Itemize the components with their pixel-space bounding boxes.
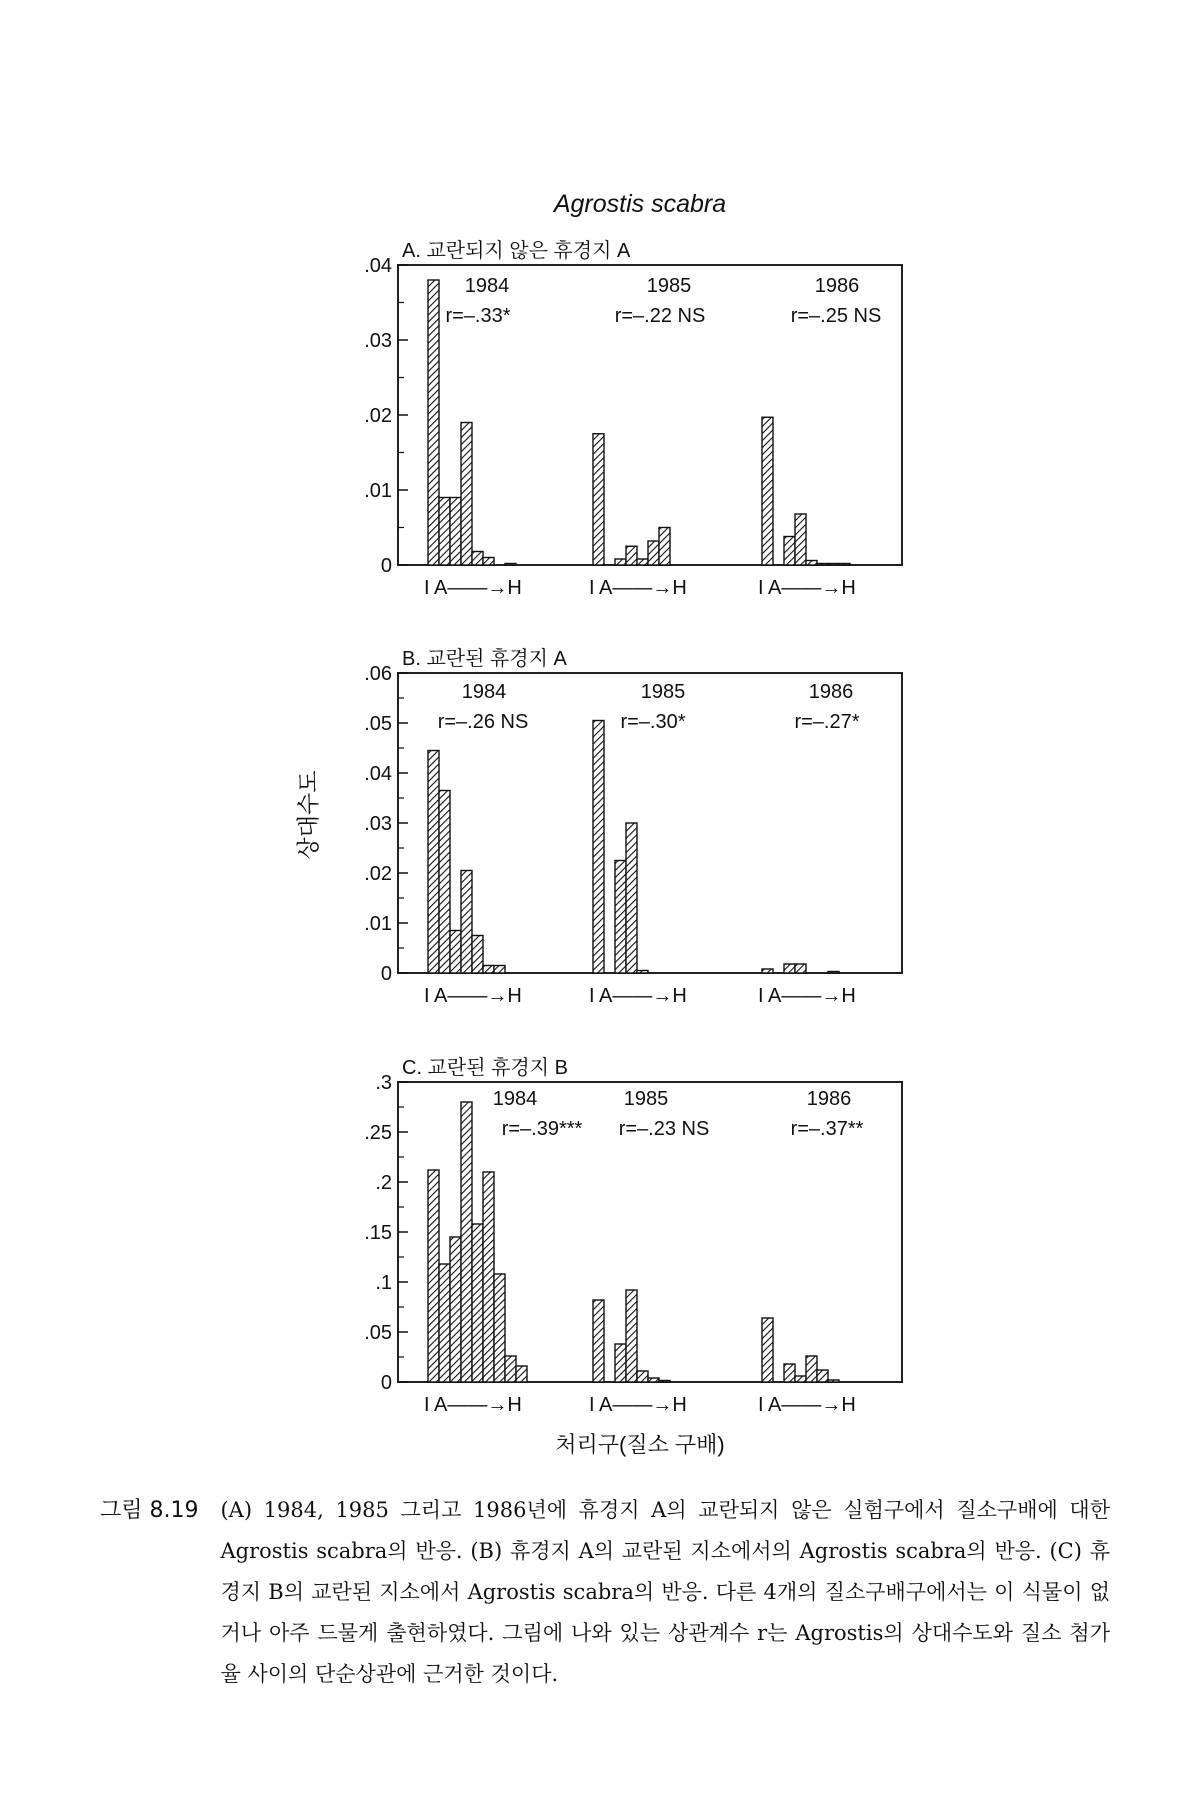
group-r-value: r=–.23 NS xyxy=(618,1118,710,1140)
bar xyxy=(615,861,626,974)
y-tick-label: .03 xyxy=(364,813,392,835)
group-r-value: r=–.27* xyxy=(794,711,860,733)
bar xyxy=(483,1172,494,1382)
x-tick-label: I A——→H xyxy=(424,577,522,599)
x-axis-label: 처리구(질소 구배) xyxy=(555,1432,725,1457)
group-year: 1985 xyxy=(623,1088,669,1110)
x-tick-label: I A——→H xyxy=(589,985,687,1007)
group-r-value: r=–.39*** xyxy=(501,1118,583,1140)
y-tick-label: .3 xyxy=(375,1072,392,1094)
bar xyxy=(762,1318,773,1382)
y-tick-label: .06 xyxy=(364,663,392,685)
bar xyxy=(494,1274,505,1382)
bar xyxy=(648,1378,659,1382)
y-tick-label: .04 xyxy=(364,763,392,785)
bar xyxy=(637,971,648,974)
bar xyxy=(483,558,494,566)
bar xyxy=(615,1344,626,1382)
bar xyxy=(784,964,795,973)
x-tick-label: I A——→H xyxy=(589,1394,687,1416)
y-tick-label: .15 xyxy=(364,1222,392,1244)
y-tick-label: .02 xyxy=(364,863,392,885)
y-tick-label: 0 xyxy=(380,963,392,985)
bar xyxy=(762,417,773,565)
bar xyxy=(450,498,461,566)
y-tick-label: .01 xyxy=(364,913,392,935)
figure-caption xyxy=(100,1490,1110,1695)
bar xyxy=(762,969,773,973)
bar xyxy=(505,564,516,566)
y-tick-label: 0 xyxy=(380,555,392,577)
group-r-value: r=–.30* xyxy=(620,711,686,733)
bar xyxy=(626,823,637,973)
x-tick-label: I A——→H xyxy=(589,577,687,599)
group-year: 1984 xyxy=(461,681,507,703)
panel-a xyxy=(364,239,902,599)
bar xyxy=(784,1364,795,1382)
x-tick-label: I A——→H xyxy=(758,577,856,599)
y-tick-label: .1 xyxy=(375,1272,392,1294)
panel-title: B. 교란된 휴경지 A xyxy=(402,648,567,670)
bar xyxy=(637,1371,648,1382)
group-r-value: r=–.33* xyxy=(445,305,511,327)
bar xyxy=(828,564,839,566)
group-r-value: r=–.25 NS xyxy=(790,305,882,327)
bar xyxy=(795,514,806,565)
group-year: 1986 xyxy=(808,681,854,703)
y-tick-label: .02 xyxy=(364,405,392,427)
bar xyxy=(593,721,604,974)
bar xyxy=(839,564,850,566)
bar xyxy=(516,1366,527,1382)
bar xyxy=(428,1170,439,1382)
bar xyxy=(637,559,648,565)
y-tick-label: 0 xyxy=(380,1372,392,1394)
y-tick-label: .01 xyxy=(364,480,392,502)
bar xyxy=(472,552,483,566)
bar xyxy=(461,423,472,566)
bar xyxy=(817,1370,828,1382)
caption-text: (A) 1984, 1985 그리고 1986년에 휴경지 A의 교란되지 않은 실험구에서 질소구배에 대한 Agrostis scabra의 반응. (B) 휴경지 A의 교란된 지소에서의 Agrostis scabra의 반응. (C) 휴경지 B의 교란된 지소에서 Agrostis scabra의 반응. 다른 4개의 질소구배구에서는 이 식물이 없거나 아주 드물게 출현하였다. 그림에 나와 있는 상관계수 r는 Agrostis의 상대수도와 질소 첨가율 사이의 단순상관에 근거한 것이다. xyxy=(220,1498,1110,1686)
panel-c xyxy=(364,1056,902,1416)
group-year: 1986 xyxy=(806,1088,852,1110)
group-r-value: r=–.22 NS xyxy=(614,305,706,327)
bar xyxy=(461,871,472,974)
y-tick-label: .05 xyxy=(364,713,392,735)
bar xyxy=(505,1356,516,1382)
caption-label: 그림 8.19 xyxy=(100,1498,199,1523)
bar xyxy=(795,1376,806,1382)
y-tick-label: .03 xyxy=(364,330,392,352)
bar xyxy=(593,434,604,565)
bar xyxy=(648,541,659,565)
group-r-value: r=–.37** xyxy=(790,1118,864,1140)
bar xyxy=(461,1102,472,1382)
bar xyxy=(828,1380,839,1382)
bar xyxy=(428,280,439,565)
group-year: 1986 xyxy=(814,275,860,297)
figure-title: Agrostis scabra xyxy=(553,190,727,218)
y-tick-label: .2 xyxy=(375,1172,392,1194)
bar xyxy=(817,564,828,566)
bar xyxy=(472,936,483,974)
panel-title: A. 교란되지 않은 휴경지 A xyxy=(402,240,631,262)
x-tick-label: I A——→H xyxy=(758,1394,856,1416)
bar xyxy=(439,1264,450,1382)
bar xyxy=(828,972,839,974)
x-tick-label: I A——→H xyxy=(424,1394,522,1416)
bar xyxy=(626,546,637,565)
bar xyxy=(806,1356,817,1382)
y-tick-label: .04 xyxy=(364,255,392,277)
group-year: 1985 xyxy=(640,681,686,703)
bar xyxy=(450,1237,461,1382)
bar xyxy=(483,966,494,974)
bar xyxy=(626,1290,637,1382)
group-year: 1984 xyxy=(464,275,510,297)
bar xyxy=(795,964,806,973)
group-year: 1984 xyxy=(492,1088,538,1110)
x-tick-label: I A——→H xyxy=(758,985,856,1007)
bar xyxy=(439,498,450,566)
bar xyxy=(615,559,626,565)
bar xyxy=(428,751,439,974)
bar xyxy=(439,791,450,974)
chart-panels xyxy=(364,239,902,1416)
bar xyxy=(659,528,670,566)
y-tick-label: .05 xyxy=(364,1322,392,1344)
y-tick-label: .25 xyxy=(364,1122,392,1144)
bar xyxy=(494,966,505,974)
bar xyxy=(593,1300,604,1382)
bar xyxy=(784,537,795,566)
bar xyxy=(472,1224,483,1382)
panel-b xyxy=(364,647,902,1007)
bar xyxy=(806,561,817,566)
panel-title: C. 교란된 휴경지 B xyxy=(402,1057,568,1079)
bar xyxy=(450,931,461,974)
y-axis-label: 상대수도 xyxy=(295,770,321,860)
x-tick-label: I A——→H xyxy=(424,985,522,1007)
group-year: 1985 xyxy=(646,275,692,297)
bar xyxy=(659,1381,670,1383)
group-r-value: r=–.26 NS xyxy=(437,711,529,733)
